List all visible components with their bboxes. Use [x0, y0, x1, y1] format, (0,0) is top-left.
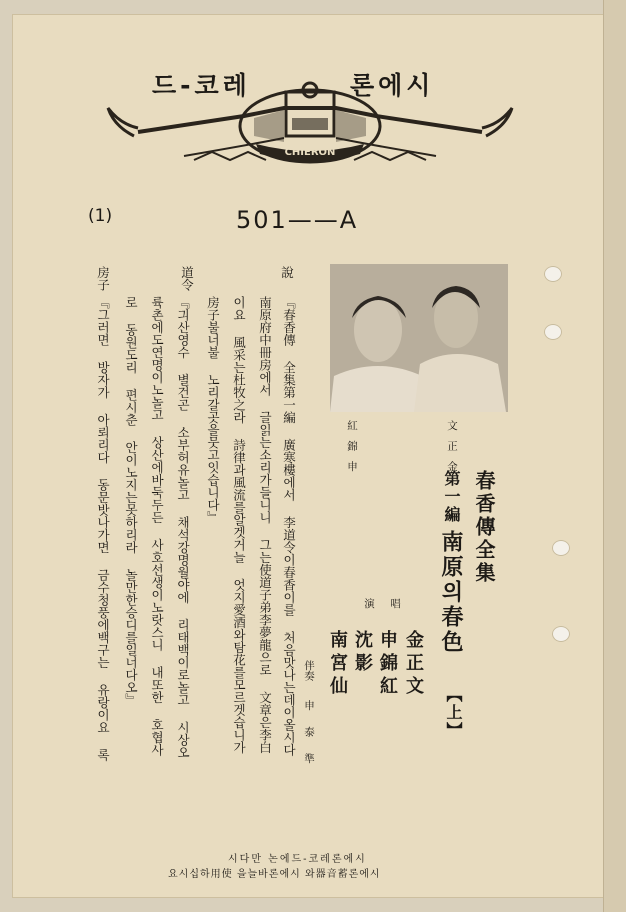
script-line: 房子불너불 노리갈곳을뭇고잇습니다』	[205, 296, 221, 524]
singer-4: 南宮仙	[327, 630, 348, 699]
singer-3: 沈影	[352, 630, 373, 676]
performers-photo	[330, 264, 508, 412]
volume-marker: 【上】	[444, 686, 463, 740]
script-line: 륙촌에도연명이노놀고 상산에바둑두든 사호선생이노랏스니 내또한 호협사	[149, 296, 165, 756]
brand-left: 드-코레	[152, 71, 251, 100]
punch-hole	[544, 324, 562, 340]
punch-hole	[552, 626, 570, 642]
matrix-number: 501——A	[236, 206, 359, 234]
disc-number: (1)	[88, 206, 113, 226]
punch-hole	[544, 266, 562, 282]
caption-left-name: 紅錦申	[346, 420, 358, 482]
svg-text:CHIERON: CHIERON	[284, 147, 336, 158]
script-line: 『긔산영수 별건곤 소부허유놀고 채석강명월야에 리태백이로놀고 시상오	[175, 296, 191, 759]
script-line: 南原府中冊房에서 글읽는소리가들니니 그는使道子弟李夢龍으로 文章은李白	[257, 296, 273, 754]
accompaniment-label: 伴奏	[303, 660, 315, 681]
footer-line-1: 시다만 논에드-코레론에시	[228, 854, 367, 865]
script-line: 『그러면 방자가 아뢰리다 동문밧나가면 금수청풍에백구는 유랑이요 록	[95, 296, 111, 761]
script-line: 이요 風采는杜牧之라 詩律과風流를알겟거늘 엇지愛酒와탐花를모르겟습니가	[231, 296, 247, 754]
punch-hole	[552, 540, 570, 556]
script-line: 『春香傳 全集第一編 廣寒樓에서 李道令이春香이를 처음맛나는데이올시다	[281, 296, 297, 756]
role-narration: 說	[279, 266, 295, 279]
singer-2: 申錦紅	[377, 630, 398, 699]
footer-line-2: 요시십하用使 을늘바론에시 와器音蓄론에시	[168, 869, 381, 880]
singer-1: 金正文	[403, 630, 424, 699]
brand-right: 론에시	[350, 71, 435, 100]
label-emblem	[94, 78, 526, 174]
role-bangja: 房子	[95, 266, 111, 291]
script-line: 로 동원도리 편시춘 안이노지는못하리라 놀만한승디를일너다오』	[123, 296, 139, 706]
role-dorueng: 道令	[179, 266, 195, 291]
caption-right-name: 文正金	[446, 420, 458, 482]
main-title: 南原의春色	[438, 530, 464, 655]
series-title: 春香傳全集	[472, 470, 496, 585]
acting-label: 演	[363, 598, 375, 609]
accompanist-name: 申泰準	[303, 700, 315, 780]
binding-strip	[603, 0, 626, 912]
part-title: 第一編	[442, 470, 461, 524]
singing-label: 唱	[389, 598, 401, 609]
